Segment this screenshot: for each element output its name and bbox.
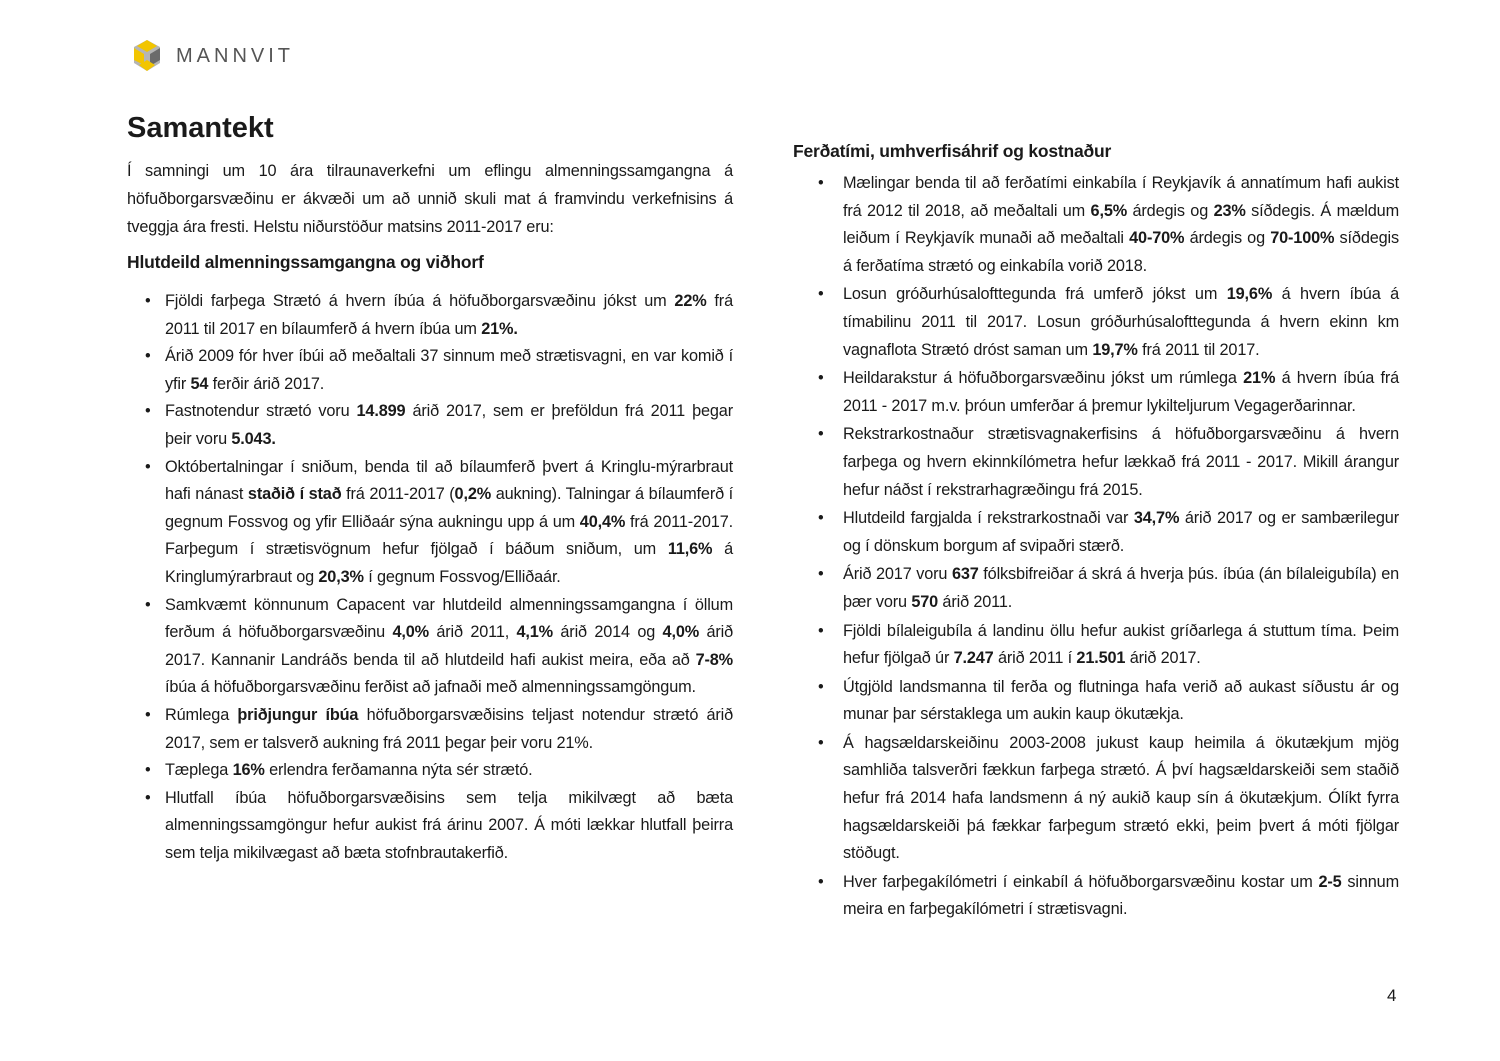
list-item: [818, 730, 1399, 868]
text-segment: Hver farþegakílómetri í einkabíl á höfuðborgarsvæðinu kostar um: [843, 872, 1319, 891]
text-segment: í gegnum Fossvog/Elliðaár.: [363, 567, 561, 586]
bullet-icon: •: [818, 677, 824, 696]
page-title: Samantekt: [127, 112, 274, 144]
text-segment: Heildarakstur á höfuðborgarsvæðinu jókst um rúmlega: [843, 369, 1244, 388]
text-segment: árdegis og: [1127, 201, 1214, 220]
bullet-icon: •: [145, 457, 151, 476]
page-number: 4: [1387, 986, 1397, 1005]
left-bullet-list: [145, 288, 733, 867]
bold-text: 0,2%: [454, 485, 492, 504]
list-item: [818, 618, 1399, 673]
bullet-icon: •: [818, 621, 824, 640]
text-segment: frá 2011-2017 (: [341, 485, 455, 504]
text-segment: Árið 2017 voru: [843, 565, 952, 584]
list-item: [145, 288, 733, 343]
text-segment: Fjöldi bílaleigubíla á landinu öllu hefur aukist gríðarlega á stuttum tíma. Þeim hefur fjölgað úr: [843, 621, 1399, 668]
bold-text: 21%.: [481, 319, 518, 338]
list-item: [818, 170, 1399, 280]
bold-text: 16%: [232, 761, 265, 780]
list-item: [818, 365, 1399, 420]
text-segment: Samkvæmt könnunum Capacent var hlutdeild almenningssamgangna í öllum ferðum á höfuðborgarsvæðinu: [165, 595, 733, 642]
text-segment: árið 2017, sem er þreföldun frá 2011 þegar þeir voru: [165, 402, 733, 448]
text-segment: sinnum meira en farþegakílómetri í strætisvagni.: [843, 872, 1399, 919]
bold-text: 40,4%: [579, 512, 626, 531]
bold-text: 6,5%: [1090, 201, 1128, 220]
bold-text: 4,1%: [516, 623, 554, 642]
text-segment: árdegis og: [1184, 229, 1271, 248]
mannvit-logo-icon: [130, 38, 164, 74]
bullet-icon: •: [818, 565, 824, 584]
text-segment: Rekstrarkostnaður strætisvagnakerfisins á höfuðborgarsvæðinu á hvern farþega og hvern ekinnkílómetra hefur lækkað frá 2011 - 2017. Mikill árangur hefur náðst í rekstrarhagræðingu frá 2015.: [843, 425, 1399, 499]
text-segment: fólksbifreiðar á skrá á hverja þús. íbúa (án bílaleigubíla) en þær voru: [843, 565, 1399, 611]
list-item: [145, 592, 733, 702]
bold-text: 7.247: [953, 649, 994, 668]
list-item: [145, 702, 733, 757]
bullet-icon: •: [818, 872, 824, 891]
bullet-icon: •: [145, 347, 151, 366]
list-item: [818, 421, 1399, 504]
bold-text: 21%: [1243, 369, 1276, 388]
list-item: [818, 281, 1399, 364]
bullet-icon: •: [818, 509, 824, 528]
brand-name: MANNVIT: [176, 44, 294, 67]
bold-text: 40-70%: [1129, 229, 1185, 248]
text-segment: frá 2011 til 2017 en bílaumferð á hvern íbúa um: [165, 292, 733, 338]
bullet-icon: •: [145, 761, 151, 780]
bullet-icon: •: [818, 369, 824, 388]
bold-text: 34,7%: [1133, 509, 1180, 528]
bold-text: 22%: [674, 292, 707, 310]
list-item: [145, 785, 733, 868]
text-segment: á Kringlumýrarbraut og: [165, 540, 734, 586]
text-segment: Fastnotendur strætó voru: [165, 402, 357, 421]
bullet-icon: •: [818, 174, 824, 192]
bold-text: 4,0%: [392, 623, 429, 642]
bold-text: 54: [190, 374, 209, 393]
bold-text: 19,7%: [1092, 340, 1138, 359]
bullet-icon: •: [145, 788, 151, 807]
text-segment: á hvern íbúa á tímabilinu 2011 til 2017. Losun gróðurhúsalofttegunda á hvern ekinn km vagnaflota Strætó dróst saman um: [843, 285, 1399, 359]
right-bullet-list: [818, 170, 1399, 925]
bullet-icon: •: [145, 292, 151, 310]
text-segment: síðdegis á ferðatíma strætó og einkabíla vorið 2018.: [843, 229, 1399, 275]
text-segment: Mælingar benda til að ferðatími einkabíla í Reykjavík á annatímum hafi aukist frá 2012 til 2018, að meðaltali um: [843, 174, 1399, 220]
bullet-icon: •: [145, 595, 151, 614]
text-segment: ferðir árið 2017.: [208, 374, 325, 393]
text-segment: frá 2011-2017. Farþegum í strætisvögnum hefur fjölgað í báðum sniðum, um: [165, 512, 733, 559]
text-segment: árið 2011,: [429, 623, 517, 642]
bold-text: 4,0%: [662, 623, 700, 642]
text-segment: Fjöldi farþega Strætó á hvern íbúa á höfuðborgarsvæðinu jókst um: [165, 292, 675, 310]
list-item: [818, 869, 1399, 924]
text-segment: Árið 2009 fór hver íbúi að meðaltali 37 sinnum með strætisvagni, en var komið í yfir: [165, 347, 733, 393]
bold-text: 14.899: [356, 402, 406, 421]
list-item: [818, 505, 1399, 560]
text-segment: Októbertalningar í sniðum, benda til að bílaumferð þvert á Kringlu-mýrarbraut hafi nánast: [165, 457, 733, 504]
section-heading-travel-time-environment-cost: Ferðatími, umhverfisáhrif og kostnaður: [793, 141, 1112, 161]
bold-text: staðið í stað: [247, 485, 342, 504]
intro-paragraph: Í samningi um 10 ára tilraunaverkefni um eflingu almenningssamgangna á höfuðborgarsvæðinu er ákvæði um að unnið skuli mat á framvindu verkefnisins á tveggja ára fresti. Helstu niðurstöður matsins 2011-2017 eru:: [127, 162, 733, 236]
bold-text: 637: [951, 565, 979, 584]
bullet-icon: •: [818, 285, 824, 304]
text-segment: aukning). Talningar á bílaumferð í gegnum Fossvog og yfir Elliðaár sýna aukningu upp á um: [165, 485, 734, 531]
mannvit-logo: [130, 38, 294, 74]
bold-text: 570: [911, 592, 939, 611]
text-segment: erlendra ferðamanna nýta sér strætó.: [264, 761, 533, 780]
bold-text: 21.501: [1076, 649, 1126, 668]
bold-text: 19,6%: [1226, 285, 1273, 304]
text-segment: frá 2011 til 2017.: [1137, 340, 1260, 359]
bold-text: 23%: [1213, 201, 1246, 220]
list-item: [818, 674, 1399, 729]
text-segment: Á hagsældarskeiðinu 2003-2008 jukust kaup heimila á ökutækjum mjög samhliða talsverðri fækkun farþega strætó. Á því hagsældarskeiði sem staðið hefur frá 2014 hafa landsmenn á ný aukið kaup sín á ökutækjum. Ólíkt fyrra hagsældarskeiði þá fækkar farþegum strætó ekki, þeim þvert á móti fjölgar stöðugt.: [843, 733, 1399, 863]
text-segment: árið 2017 og er sambærilegur og í dönskum borgum af svipaðri stærð.: [843, 509, 1399, 555]
list-item: [145, 343, 733, 398]
list-item: [145, 757, 733, 785]
text-segment: árið 2014 og: [553, 623, 663, 642]
bullet-icon: •: [818, 733, 824, 752]
text-segment: árið 2011.: [938, 592, 1013, 611]
text-segment: Rúmlega: [165, 705, 238, 724]
text-segment: Losun gróðurhúsalofttegunda frá umferð jókst um: [843, 285, 1227, 304]
list-item: [145, 398, 733, 453]
text-segment: Hlutdeild fargjalda í rekstrarkostnaði var: [843, 509, 1134, 528]
bold-text: 20,3%: [318, 567, 364, 586]
bullet-icon: •: [818, 425, 824, 444]
text-segment: Hlutfall íbúa höfuðborgarsvæðisins sem telja mikilvægt að bæta almenningssamgöngur hefur aukist frá árinu 2007. Á móti lækkar hlutfall þeirra sem telja mikilvægast að bæta stofnbrautakerfið.: [165, 788, 733, 862]
bold-text: 7-8%: [695, 650, 733, 669]
bold-text: þriðjungur íbúa: [237, 705, 359, 724]
bold-text: 11,6%: [667, 540, 713, 559]
bold-text: 5.043.: [231, 429, 276, 448]
bold-text: 2-5: [1318, 872, 1342, 891]
text-segment: síðdegis. Á mældum leiðum í Reykjavík munaði að meðaltali: [843, 201, 1399, 248]
text-segment: höfuðborgarsvæðisins teljast notendur strætó árið 2017, sem er talsverð aukning frá 2011 þegar þeir voru 21%.: [165, 705, 734, 752]
text-segment: íbúa á höfuðborgarsvæðinu ferðist að jafnaði með almenningssamgöngum.: [165, 678, 696, 697]
text-segment: Tæplega: [165, 761, 233, 780]
text-segment: árið 2017. Kannanir Landráðs benda til að hlutdeild hafi aukist meira, eða að: [165, 623, 733, 669]
text-segment: árið 2011 í: [993, 649, 1077, 668]
text-segment: árið 2017.: [1125, 649, 1201, 668]
list-item: [818, 561, 1399, 616]
bullet-icon: •: [145, 705, 151, 724]
bold-text: 70-100%: [1270, 229, 1335, 248]
bullet-icon: •: [145, 402, 151, 421]
text-segment: á hvern íbúa frá 2011 - 2017 m.v. þróun umferðar á þremur lykilteljurum Vegagerðarinnar.: [843, 369, 1400, 415]
list-item: [145, 454, 733, 592]
section-heading-public-transport-share: Hlutdeild almenningssamgangna og viðhorf: [127, 252, 484, 272]
text-segment: Útgjöld landsmanna til ferða og flutninga hafa verið að aukast síðustu ár og munar þar sérstaklega um aukin kaup ökutækja.: [843, 677, 1399, 724]
